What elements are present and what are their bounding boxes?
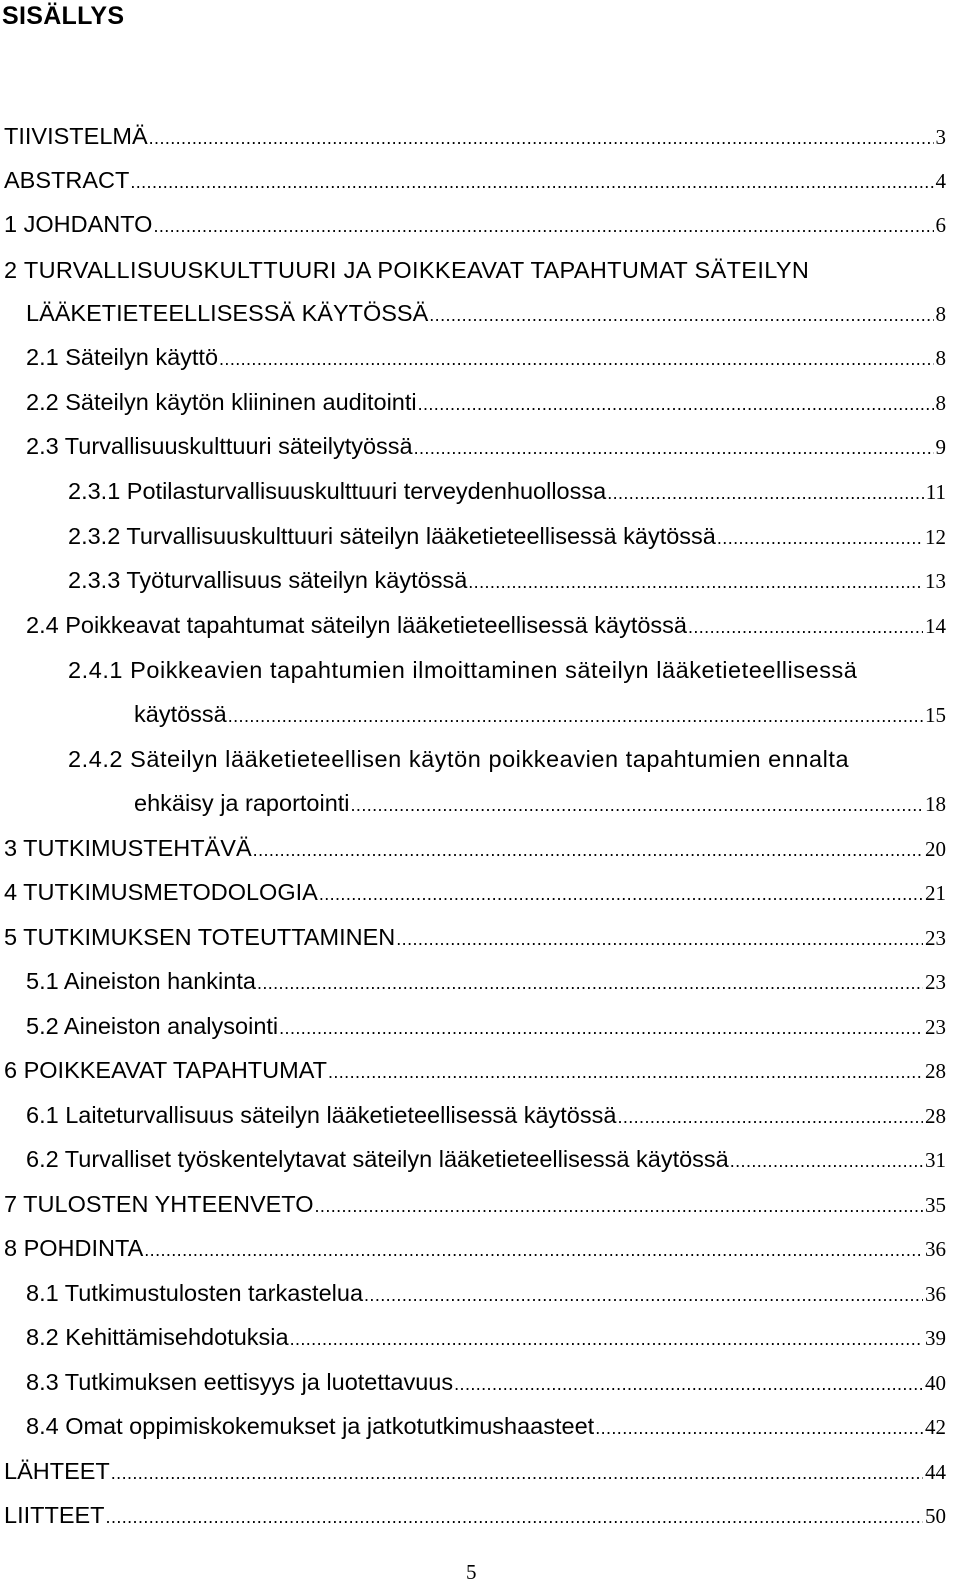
toc-entry-page: 3 — [935, 125, 946, 149]
toc-entry-text: LÄÄKETIETEELLISESSÄ KÄYTÖSSÄ — [26, 300, 429, 326]
toc-entry-text: 2.1 Säteilyn käyttö — [26, 344, 219, 370]
dot-leader — [315, 1192, 923, 1220]
dot-leader — [219, 345, 933, 373]
toc-entry-text: 5.1 Aineiston hankinta — [26, 968, 256, 994]
dot-leader — [454, 1370, 923, 1398]
dot-leader — [364, 1281, 923, 1309]
toc-entry-text: 2.2 Säteilyn käytön kliininen auditointi — [26, 389, 417, 415]
toc-entry-text: 6 POIKKEAVAT TAPAHTUMAT — [4, 1057, 327, 1083]
toc-entry-page: 31 — [925, 1148, 946, 1172]
toc-entry-page: 15 — [925, 703, 946, 727]
dot-leader — [688, 613, 923, 641]
toc-entry-text-line[interactable]: 2 TURVALLISUUSKULTTUURI JA POIKKEAVAT TAPAHTUMAT SÄTEILYN — [4, 257, 810, 283]
toc-entry[interactable] — [26, 1412, 946, 1442]
toc-entry-page: 8 — [935, 346, 946, 370]
toc-entry-text: LIITTEET — [4, 1502, 105, 1528]
toc-entry[interactable] — [26, 343, 946, 373]
toc-entry-page: 23 — [925, 926, 946, 950]
toc-entry-text: 8.2 Kehittämisehdotuksia — [26, 1324, 289, 1350]
toc-entry-page: 13 — [925, 569, 946, 593]
dot-leader — [617, 1103, 923, 1131]
toc-entry-page: 12 — [925, 525, 946, 549]
toc-entry-page: 40 — [925, 1371, 946, 1395]
toc-entry-page: 42 — [925, 1415, 946, 1439]
toc-entry-text: 6.1 Laiteturvallisuus säteilyn lääketieteellisessä käytössä — [26, 1102, 617, 1128]
toc-entry-page: 11 — [925, 480, 946, 504]
toc-entry-text: 2.3.1 Potilasturvallisuuskulttuuri terveydenhuollossa — [68, 478, 607, 504]
toc-entry-page: 14 — [925, 614, 946, 638]
toc-entry[interactable] — [26, 1145, 946, 1175]
toc-entry-page: 23 — [925, 1015, 946, 1039]
toc-entry-page: 18 — [925, 792, 946, 816]
toc-entry[interactable] — [68, 522, 946, 552]
dot-leader — [396, 925, 923, 953]
page-number: 5 — [466, 1560, 477, 1584]
toc-entry[interactable] — [134, 789, 946, 819]
toc-title: SISÄLLYS — [2, 2, 125, 30]
toc-entry-text: LÄHTEET — [4, 1458, 110, 1484]
dot-leader — [111, 1459, 923, 1487]
dot-leader — [144, 1236, 923, 1264]
toc-entry-text: 8.3 Tutkimuksen eettisyys ja luotettavuus — [26, 1369, 454, 1395]
dot-leader — [429, 301, 933, 329]
toc-entry-text: 8.4 Omat oppimiskokemukset ja jatkotutkimushaasteet — [26, 1413, 595, 1439]
toc-entry[interactable] — [4, 834, 946, 864]
toc-entry-page: 28 — [925, 1104, 946, 1128]
toc-entry[interactable] — [26, 1279, 946, 1309]
toc-entry[interactable] — [134, 700, 946, 730]
toc-entry-text: 2.4 Poikkeavat tapahtumat säteilyn lääketieteellisessä käytössä — [26, 612, 687, 638]
toc-entry-page: 8 — [935, 391, 946, 415]
toc-entry[interactable] — [26, 1012, 946, 1042]
toc-entry[interactable] — [4, 166, 946, 196]
toc-entry-text: 4 TUTKIMUSMETODOLOGIA — [4, 879, 318, 905]
toc-entry-page: 39 — [925, 1326, 946, 1350]
toc-entry-page: 44 — [925, 1460, 946, 1484]
dot-leader — [149, 124, 934, 152]
toc-entry[interactable] — [26, 1101, 946, 1131]
toc-entry-text: 5 TUTKIMUKSEN TOTEUTTAMINEN — [4, 924, 396, 950]
dot-leader — [153, 212, 933, 240]
toc-entry-page: 36 — [925, 1282, 946, 1306]
dot-leader — [607, 479, 924, 507]
toc-entry-page: 36 — [925, 1237, 946, 1261]
dot-leader — [328, 1058, 923, 1086]
toc-entry-page: 35 — [925, 1193, 946, 1217]
toc-entry-page: 4 — [935, 169, 946, 193]
toc-entry[interactable] — [4, 1457, 946, 1487]
toc-entry-text: 2.3.2 Turvallisuuskulttuuri säteilyn lääketieteellisessä käytössä — [68, 523, 716, 549]
toc-entry-text: 2.3.3 Työturvallisuus säteilyn käytössä — [68, 567, 468, 593]
toc-entry-page: 9 — [935, 435, 946, 459]
toc-entry-text: 7 TULOSTEN YHTEENVETO — [4, 1191, 314, 1217]
dot-leader — [730, 1147, 923, 1175]
dot-leader — [279, 1014, 923, 1042]
toc-entry[interactable] — [4, 1234, 946, 1264]
toc-entry[interactable] — [26, 967, 946, 997]
toc-entry[interactable] — [68, 566, 946, 596]
dot-leader — [228, 702, 923, 730]
dot-leader — [414, 434, 934, 462]
toc-entry-text: 3 TUTKIMUSTEHTÄVÄ — [4, 835, 252, 861]
toc-entry[interactable] — [26, 388, 946, 418]
dot-leader — [418, 390, 934, 418]
toc-entry-text: 6.2 Turvalliset työskentelytavat säteilyn lääketieteellisessä käytössä — [26, 1146, 729, 1172]
toc-entry[interactable] — [4, 878, 946, 908]
toc-entry-text: TIIVISTELMÄ — [4, 123, 148, 149]
toc-entry[interactable] — [26, 1368, 946, 1398]
dot-leader — [253, 836, 923, 864]
toc-entry-page: 21 — [925, 881, 946, 905]
toc-entry[interactable] — [4, 923, 946, 953]
toc-entry[interactable] — [26, 611, 946, 641]
toc-entry-page: 6 — [935, 213, 946, 237]
dot-leader — [290, 1325, 923, 1353]
toc-entry-text-line[interactable]: 2.4.1 Poikkeavien tapahtumien ilmoittaminen säteilyn lääketieteellisessä — [68, 657, 858, 683]
toc-entry[interactable] — [26, 432, 946, 462]
toc-entry[interactable] — [4, 1190, 946, 1220]
toc-entry-text: käytössä — [134, 701, 227, 727]
toc-entry-text: 8 POHDINTA — [4, 1235, 144, 1261]
toc-entry-text: ABSTRACT — [4, 167, 130, 193]
toc-entry[interactable] — [4, 122, 946, 152]
toc-entry-text: ehkäisy ja raportointi — [134, 790, 350, 816]
dot-leader — [106, 1503, 923, 1531]
toc-entry-text: 2.3 Turvallisuuskulttuuri säteilytyössä — [26, 433, 413, 459]
dot-leader — [257, 969, 923, 997]
toc-entry-page: 28 — [925, 1059, 946, 1083]
toc-entry-page: 20 — [925, 837, 946, 861]
toc-entry[interactable] — [4, 210, 946, 240]
toc-entry-text: 1 JOHDANTO — [4, 211, 153, 237]
toc-entry-page: 23 — [925, 970, 946, 994]
toc-entry[interactable] — [26, 1323, 946, 1353]
dot-leader — [595, 1414, 923, 1442]
toc-entry[interactable] — [26, 299, 946, 329]
dot-leader — [717, 524, 923, 552]
toc-entry-text-line[interactable]: 2.4.2 Säteilyn lääketieteellisen käytön poikkeavien tapahtumien ennalta — [68, 746, 850, 772]
dot-leader — [319, 880, 923, 908]
dot-leader — [130, 168, 933, 196]
toc-entry-text: 5.2 Aineiston analysointi — [26, 1013, 279, 1039]
dot-leader — [468, 568, 923, 596]
toc-entry[interactable] — [4, 1056, 946, 1086]
toc-entry-page: 50 — [925, 1504, 946, 1528]
toc-entry[interactable] — [4, 1501, 946, 1531]
toc-entry-text: 8.1 Tutkimustulosten tarkastelua — [26, 1280, 364, 1306]
dot-leader — [351, 791, 923, 819]
toc-entry-page: 8 — [935, 302, 946, 326]
toc-entry[interactable] — [68, 477, 946, 507]
